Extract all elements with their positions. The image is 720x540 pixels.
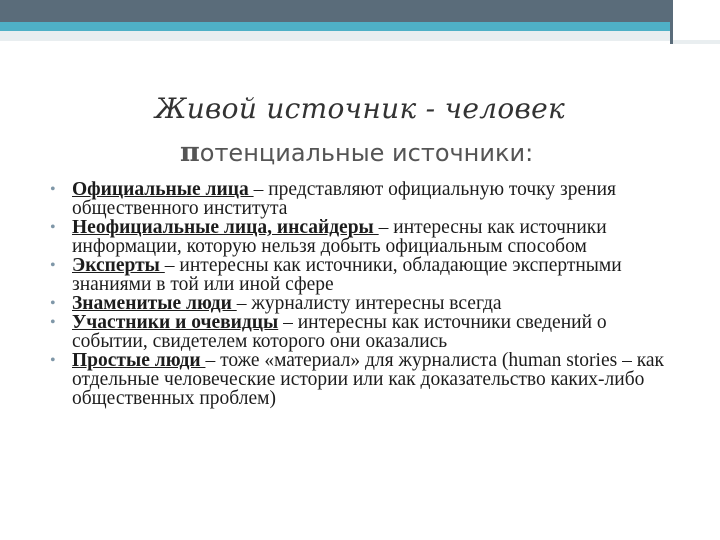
source-list bbox=[50, 180, 680, 408]
item-term: Неофициальные лица, инсайдеры bbox=[72, 217, 379, 238]
item-term: Участники и очевидцы bbox=[72, 312, 279, 333]
item-text: – интересны как источники информации, которую нельзя добыть официальным способом bbox=[72, 217, 607, 257]
list-item bbox=[50, 256, 680, 294]
subtitle-first-letter: п bbox=[180, 137, 200, 168]
item-text: – журналисту интересны всегда bbox=[236, 293, 502, 314]
header-light-strip bbox=[0, 31, 720, 41]
item-term: Знаменитые люди bbox=[72, 293, 237, 314]
list-item bbox=[50, 351, 680, 408]
item-term: Официальные лица bbox=[72, 179, 254, 200]
item-text: – представляют официальную точку зрения общественного института bbox=[72, 179, 616, 219]
bullet-icon: • bbox=[50, 257, 56, 274]
bullet-icon: • bbox=[50, 219, 56, 236]
slide-title: Живой источник - человек bbox=[154, 92, 566, 125]
subtitle-rest: отенциальные источники: bbox=[199, 139, 534, 167]
header-bar bbox=[0, 0, 720, 22]
list-item bbox=[50, 180, 680, 218]
item-term: Эксперты bbox=[72, 255, 165, 276]
bullet-icon: • bbox=[50, 352, 56, 369]
slide-subtitle bbox=[180, 137, 533, 168]
corner-tab bbox=[670, 0, 720, 44]
header-accent-stripe bbox=[0, 22, 720, 31]
item-text: – интересны как источники сведений о событии, свидетелем которого они оказались bbox=[72, 312, 607, 352]
item-text: – интересны как источники, обладающие экспертными знаниями в той или иной сфере bbox=[72, 255, 622, 295]
item-term: Простые люди bbox=[72, 350, 206, 371]
bullet-icon: • bbox=[50, 295, 56, 312]
bullet-icon: • bbox=[50, 181, 56, 198]
list-item bbox=[50, 294, 680, 313]
item-text: – тоже «материал» для журналиста (human stories – как отдельные человеческие истории или как доказательство каких-либо общественных проблем) bbox=[72, 350, 665, 409]
list-item bbox=[50, 218, 680, 256]
list-item bbox=[50, 313, 680, 351]
bullet-icon: • bbox=[50, 314, 56, 331]
